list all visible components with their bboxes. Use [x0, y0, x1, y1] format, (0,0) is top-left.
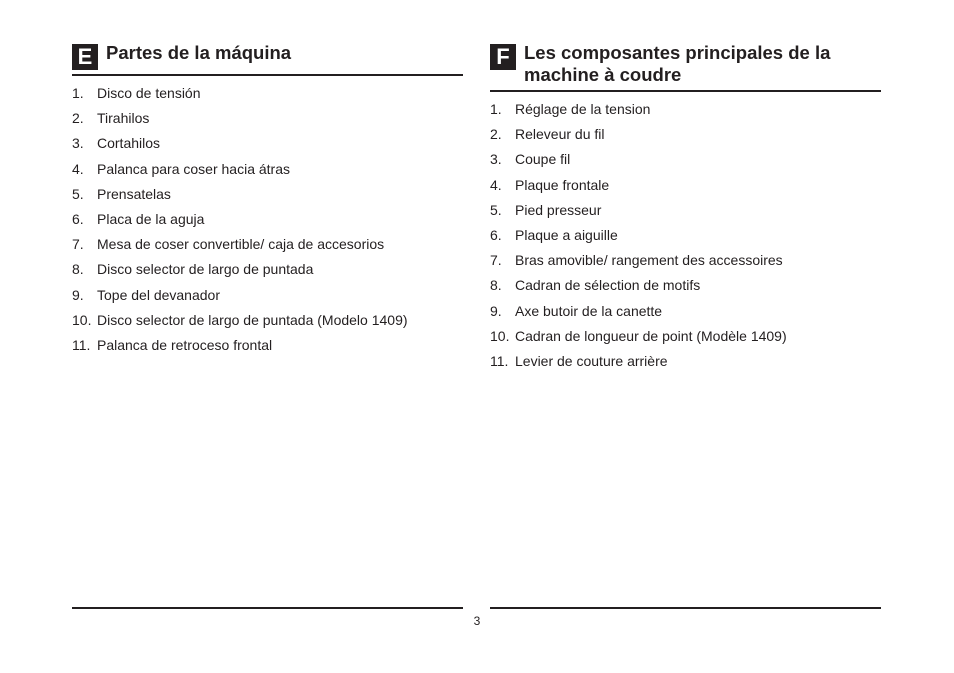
list-item	[490, 150, 881, 175]
item-number: 10.	[490, 327, 510, 344]
list-item	[72, 260, 463, 285]
item-text: Coupe fil	[515, 151, 571, 168]
item-number: 9.	[490, 302, 502, 319]
list-item	[72, 210, 463, 235]
item-text: Axe butoir de la canette	[515, 302, 663, 319]
item-number: 1.	[72, 85, 84, 101]
language-badge-e: E	[72, 44, 98, 70]
list-item	[72, 286, 463, 311]
list-item	[72, 160, 463, 185]
item-text: Plaque frontale	[515, 176, 610, 193]
list-item	[72, 134, 463, 159]
footer-divider-right	[490, 607, 881, 609]
item-number: 1.	[490, 101, 502, 117]
list-item	[490, 276, 881, 301]
item-number: 2.	[72, 110, 84, 127]
item-text: Disco de tensión	[97, 85, 201, 101]
language-badge-f: F	[490, 44, 516, 70]
list-item	[72, 311, 463, 336]
item-number: 5.	[72, 185, 84, 202]
item-text: Mesa de coser convertible/ caja de accesorios	[97, 236, 385, 253]
section-header	[72, 42, 463, 76]
item-number: 6.	[490, 226, 502, 243]
item-text: Disco selector de largo de puntada (Modelo 1409)	[97, 311, 408, 328]
list-item	[490, 125, 881, 150]
item-text: Levier de couture arrière	[515, 352, 668, 369]
list-item	[490, 327, 881, 352]
section-title: Partes de la máquina	[106, 42, 292, 63]
item-number: 6.	[72, 210, 84, 227]
list-item	[490, 352, 881, 377]
item-number: 11.	[72, 336, 91, 353]
section-header	[490, 42, 881, 92]
list-item	[72, 84, 463, 109]
item-text: Disco selector de largo de puntada	[97, 261, 314, 278]
parts-list	[490, 100, 881, 377]
item-number: 3.	[72, 135, 84, 152]
item-text: Palanca para coser hacia átras	[97, 160, 290, 177]
list-item	[490, 201, 881, 226]
item-number: 8.	[490, 277, 502, 294]
item-number: 3.	[490, 151, 502, 168]
list-item	[72, 235, 463, 260]
item-number: 4.	[490, 176, 502, 193]
list-item	[72, 336, 463, 361]
section-french	[490, 42, 881, 377]
item-text: Cortahilos	[97, 135, 161, 152]
item-text: Pied presseur	[515, 201, 602, 218]
list-item	[490, 176, 881, 201]
item-text: Palanca de retroceso frontal	[97, 336, 273, 353]
list-item	[72, 109, 463, 134]
item-text: Réglage de la tension	[515, 101, 651, 117]
item-number: 7.	[490, 252, 502, 269]
item-text: Bras amovible/ rangement des accessoires	[515, 252, 783, 269]
item-text: Cadran de sélection de motifs	[515, 277, 701, 294]
item-text: Tope del devanador	[97, 286, 220, 303]
page-number: 3	[473, 614, 481, 628]
item-number: 9.	[72, 286, 84, 303]
section-title: Les composantes principales de la machine à coudre	[524, 42, 831, 85]
item-text: Cadran de longueur de point (Modèle 1409)	[515, 327, 787, 344]
item-number: 4.	[72, 160, 84, 177]
item-text: Releveur du fil	[515, 126, 605, 143]
section-spanish	[72, 42, 463, 361]
item-text: Placa de la aguja	[97, 210, 205, 227]
list-item	[490, 226, 881, 251]
list-item	[490, 302, 881, 327]
list-item	[490, 251, 881, 276]
list-item	[72, 185, 463, 210]
footer-divider-left	[72, 607, 463, 609]
item-number: 2.	[490, 126, 502, 143]
item-text: Plaque a aiguille	[515, 226, 618, 243]
item-text: Tirahilos	[97, 110, 150, 127]
item-number: 8.	[72, 261, 84, 278]
item-number: 7.	[72, 236, 84, 253]
item-number: 11.	[490, 352, 509, 369]
item-number: 10.	[72, 311, 92, 328]
parts-list	[72, 84, 463, 361]
list-item	[490, 100, 881, 125]
item-text: Prensatelas	[97, 185, 171, 202]
item-number: 5.	[490, 201, 502, 218]
